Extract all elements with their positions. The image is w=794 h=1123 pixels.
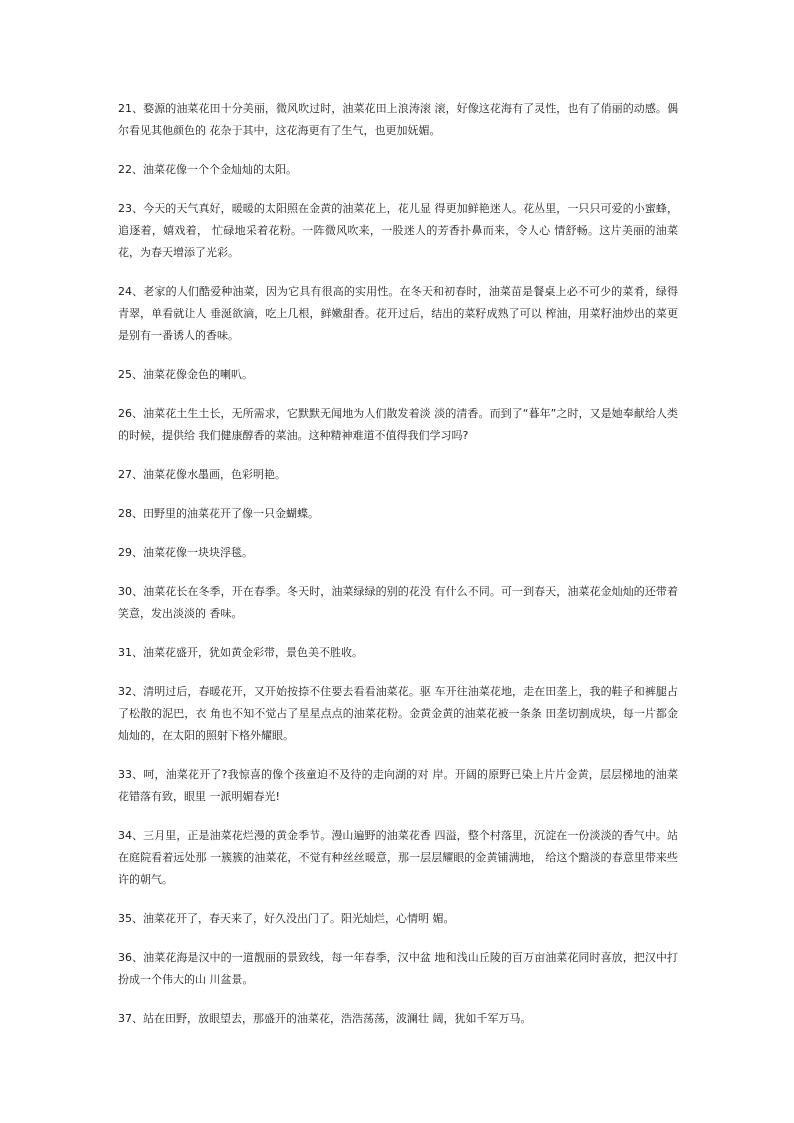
- paragraph-32: 32、清明过后，春暖花开，又开始按捺不住要去看看油菜花。驱 车开往油菜花地，走在田垄上，我的鞋子和裤腿占了松散的泥巴，衣 角也不知不觉占了星星点点的油菜花粉。金黄金黄的油菜花被一条条 田垄切割成块，每一片都金灿灿的，在太阳的照射下格外耀眼。: [118, 685, 678, 742]
- paragraph-33: 33、呵，油菜花开了?我惊喜的像个孩童迫不及待的走向湖的对 岸。开阔的原野已染上片片金黄，层层梯地的油菜花错落有致，眼里 一派明媚春光!: [118, 768, 678, 803]
- paragraph-30: 30、油菜花长在冬季，开在春季。冬天时，油菜绿绿的别的花没 有什么不同。可一到春天，油菜花金灿灿的还带着笑意，发出淡淡的 香味。: [118, 585, 678, 620]
- paragraph-23: 23、今天的天气真好，暖暖的太阳照在金黄的油菜花上，花儿显 得更加鲜艳迷人。花丛里，一只只可爱的小蜜蜂，追逐着，嬉戏着， 忙碌地采着花粉。一阵微风吹来，一股迷人的芳香扑鼻而来，令人心 情舒畅。这片美丽的油菜花，为春天增添了光彩。: [118, 202, 678, 259]
- paragraph-35: 35、油菜花开了，春天来了，好久没出门了。阳光灿烂，心情明 媚。: [118, 912, 455, 925]
- paragraph-37: 37、站在田野，放眼望去，那盛开的油菜花，浩浩荡荡，波澜壮 阔，犹如千军万马。: [118, 1012, 532, 1025]
- paragraph-25: 25、油菜花像金色的喇叭。: [118, 368, 253, 381]
- paragraph-26: 26、油菜花土生土长，无所需求，它默默无闻地为人们散发着淡 淡的清香。而到了“暮年”之时，又是她奉献给人类的时候，提供给 我们健康醇香的菜油。这种精神难道不值得我们学习吗?: [118, 407, 678, 442]
- paragraph-29: 29、油菜花像一块块浮毯。: [118, 546, 253, 559]
- paragraph-28: 28、田野里的油菜花开了像一只金蝴蝶。: [118, 507, 319, 520]
- paragraph-36: 36、油菜花海是汉中的一道靓丽的景致线，每一年春季，汉中盆 地和浅山丘陵的百万亩油菜花同时喜放，把汉中打扮成一个伟大的山 川盆景。: [118, 951, 678, 986]
- paragraph-34: 34、三月里，正是油菜花烂漫的黄金季节。漫山遍野的油菜花香 四溢，整个村落里，沉淀在一份淡淡的香气中。站在庭院看着远处那 一簇簇的油菜花，不觉有种丝丝暖意，那一层层耀眼的金黄铺满地， 给这个黯淡的春意里带来些许的朝气。: [118, 829, 678, 886]
- paragraph-24: 24、老家的人们酷爱种油菜，因为它具有很高的实用性。在冬天和初春时，油菜苗是餐桌上必不可少的菜肴，绿得青翠，单看就让人 垂涎欲滴，吃上几根，鲜嫩甜香。花开过后，结出的菜籽成熟了可以 榨油，用菜籽油炒出的菜更是别有一番诱人的香味。: [118, 285, 678, 342]
- paragraph-31: 31、油菜花盛开，犹如黄金彩带，景色美不胜收。: [118, 646, 363, 659]
- paragraph-27: 27、油菜花像水墨画，色彩明艳。: [118, 468, 286, 481]
- document-page: [118, 98, 678, 1047]
- paragraph-22: 22、油菜花像一个个金灿灿的太阳。: [118, 163, 297, 176]
- paragraph-21: 21、婺源的油菜花田十分美丽，微风吹过时，油菜花田上浪涛滚 滚，好像这花海有了灵性，也有了俏丽的动感。偶尔看见其他颜色的 花杂于其中，这花海更有了生气，也更加妩媚。: [118, 102, 678, 137]
